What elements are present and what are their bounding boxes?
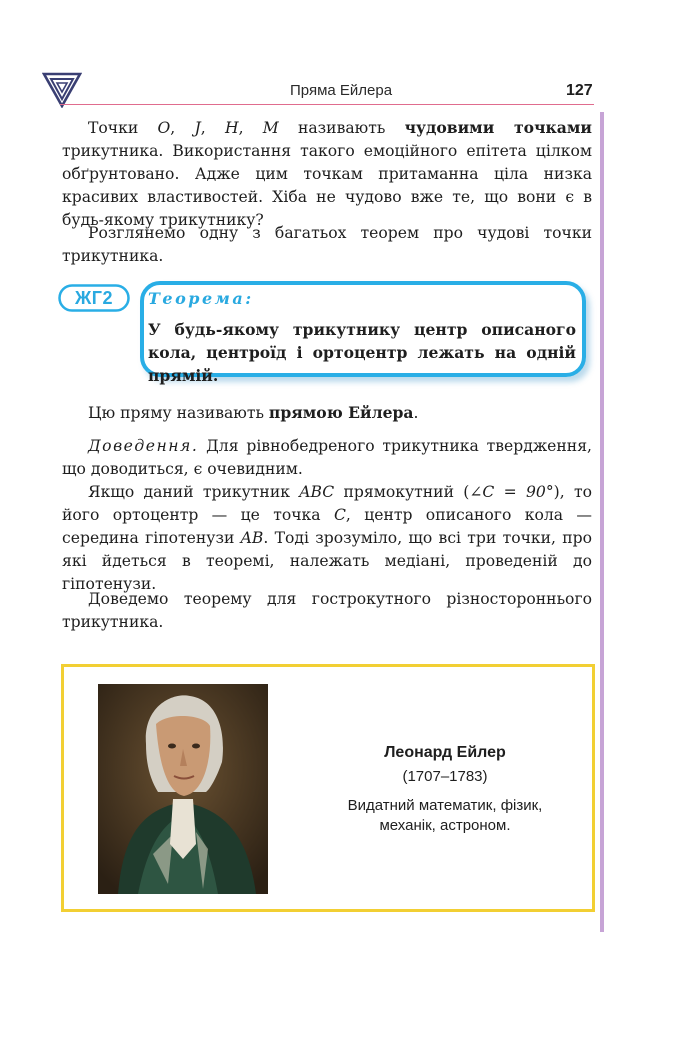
proof-label: Доведення. [88, 437, 199, 455]
paragraph-right-triangle: Якщо даний трикутник ABC прямокутний (∠C = 90°), то його ортоцентр — це точка C, центр описаного кола — середина гіпотенузи AB. Тоді зрозуміло, що всі три точки, про які йдеться в теоремі, належать медіані, проведеній до гіпотенузи. [62, 483, 593, 593]
page-title: Пряма Ейлера [290, 82, 393, 99]
theorem-statement: У будь-якому трикутнику центр описаного кола, центроїд і ортоцентр лежать на одній прямій. [148, 320, 576, 385]
biography-description: Видатний математик, фізик, механік, астроном. [347, 797, 543, 834]
paragraph-euler-line: Цю пряму називають прямою Ейлера. [88, 403, 419, 422]
term-euler-line: прямою Ейлера [268, 403, 414, 422]
section-triangle-icon [42, 72, 82, 108]
margin-bar [600, 112, 604, 932]
term-remarkable-points: чудовими точками [404, 118, 592, 137]
paragraph-remarkable-points: Точки O, J, H, M називають чудовими точками трикутника. Використання такого емоційного епітета цілком обґрунтовано. Адже цим точкам притаманна ціла низка красивих властивостей. Хіба не чудово вже те, що вони є в будь-якому трикутнику? [62, 118, 592, 229]
paragraph-proof: Доведення. Для рівнобедреного трикутника твердження, що доводиться, є очевидним. [62, 437, 592, 478]
euler-portrait [98, 684, 268, 894]
theorem-label: Теорема: [148, 289, 254, 308]
paragraph-consider-theorem: Розглянемо одну з багатьох теорем про чудові точки трикутника. [62, 224, 592, 265]
paragraph-acute-triangle: Доведемо теорему для гострокутного різностороннього трикутника. [62, 590, 592, 631]
biography-name: Леонард Ейлер [384, 744, 506, 761]
biography-years: (1707–1783) [402, 768, 488, 785]
page-number: 127 [566, 82, 593, 99]
header-rule [60, 104, 594, 105]
theorem-badge: ЖГ2 [75, 288, 113, 308]
